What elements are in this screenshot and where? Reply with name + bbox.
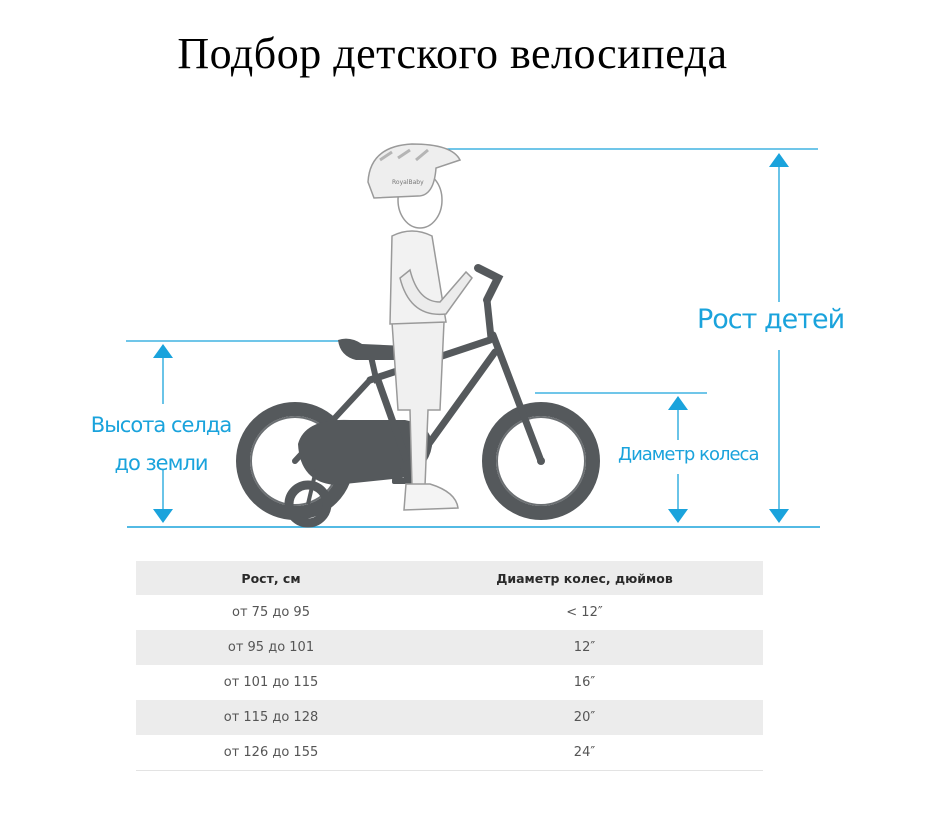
height-cell: от 101 до 115 (223, 675, 319, 690)
header-wheel-diameter: Диаметр колес, дюймов (406, 561, 763, 595)
wheel-cell: 24″ (406, 735, 763, 771)
helmet (368, 144, 460, 198)
seat-height-label-line1: Высота селда (90, 413, 232, 437)
height-cell: от 115 до 128 (136, 700, 406, 735)
header-height: Рост, см (136, 561, 406, 595)
table-row (136, 665, 763, 700)
table-header-row (136, 561, 763, 595)
table-row (136, 735, 763, 771)
helmet-brand-text: RoyalBaby (392, 179, 424, 186)
page-title: Подбор детского велосипеда (177, 29, 728, 78)
height-cell: от 75 до 95 (232, 605, 310, 620)
height-cell: от 95 до 101 (136, 630, 406, 665)
size-table (136, 561, 763, 771)
wheel-diameter-label: Диаметр колеса (618, 444, 759, 465)
table-row (136, 700, 763, 735)
wheel-cell: 12″ (406, 630, 763, 665)
height-arrow (769, 153, 789, 523)
seat-height-label-line2: до земли (114, 451, 208, 475)
seat-height-label (90, 406, 232, 482)
wheel-cell: < 12″ (566, 605, 603, 620)
table-row (136, 595, 763, 630)
wheel-cell: 16″ (573, 675, 596, 690)
child-height-label: Рост детей (697, 304, 845, 335)
wheel-cell: 20″ (406, 700, 763, 735)
height-cell: от 126 до 155 (136, 735, 406, 771)
table-row (136, 630, 763, 665)
